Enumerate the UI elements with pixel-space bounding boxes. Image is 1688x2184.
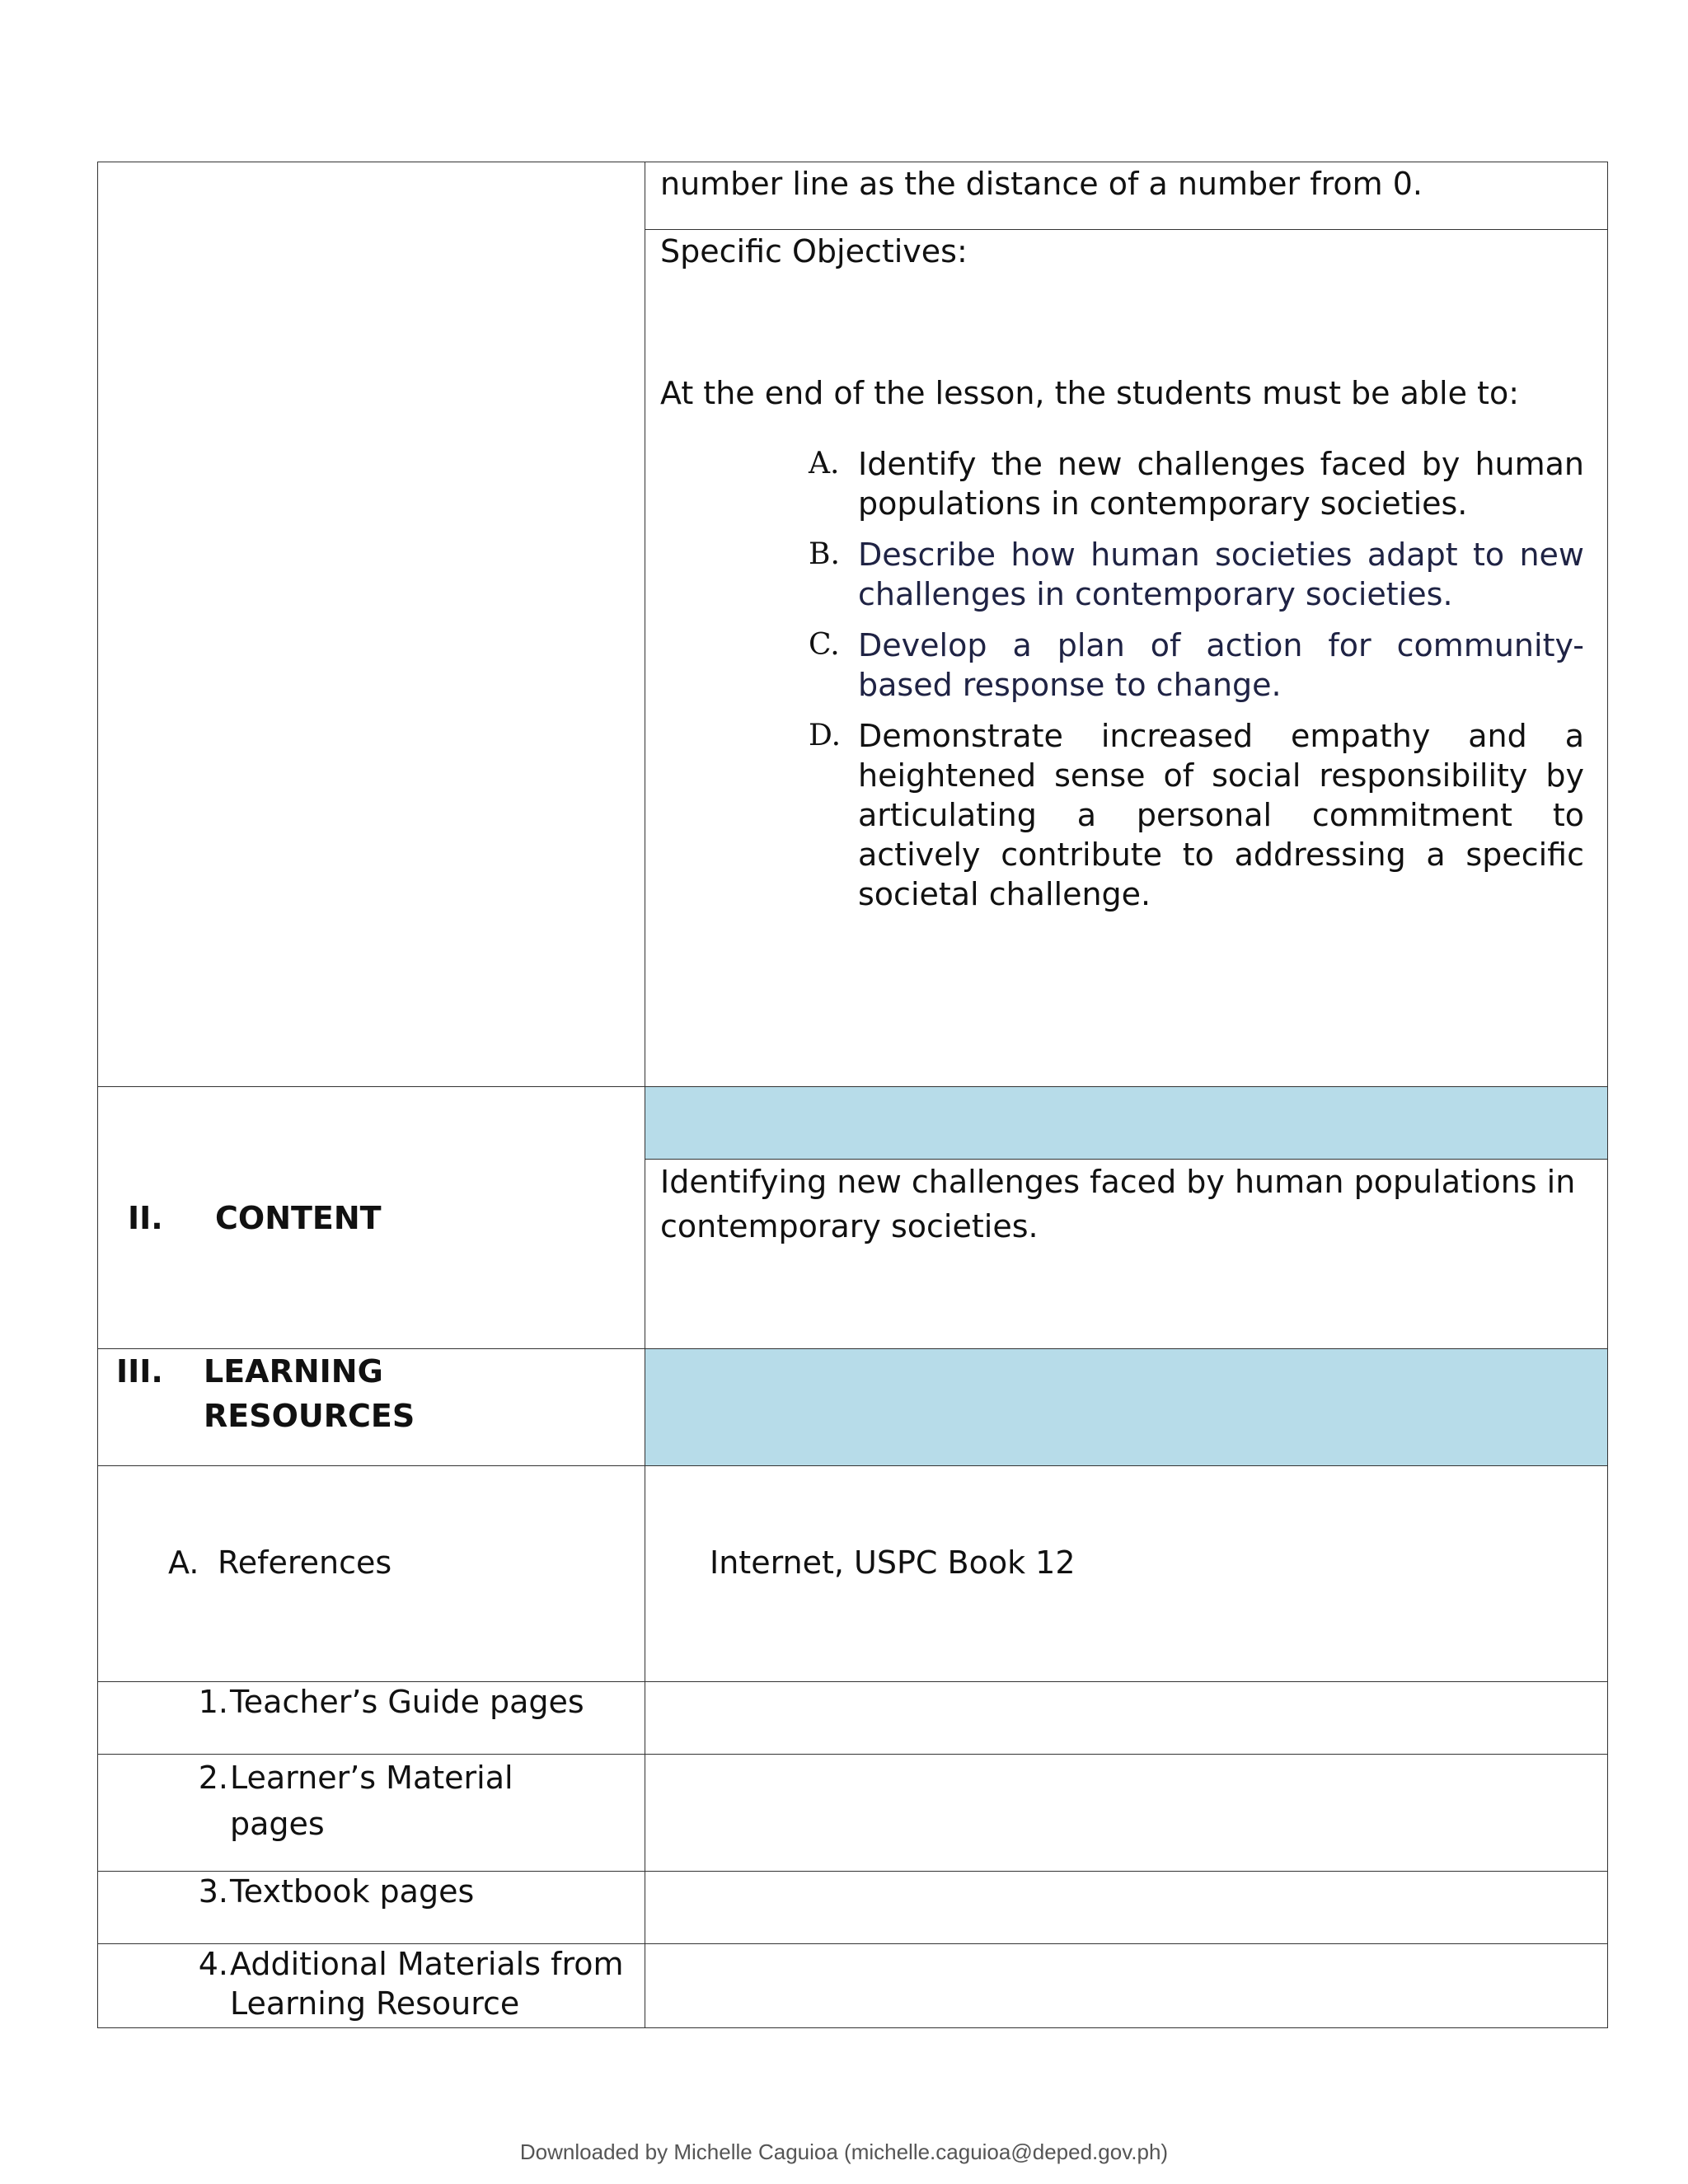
sub-item-value-cell bbox=[645, 1872, 1608, 1944]
sub-item-value-cell bbox=[645, 1755, 1608, 1872]
sub-item bbox=[98, 1944, 645, 2023]
references-label: References bbox=[218, 1544, 392, 1581]
sub-item-number: 4. bbox=[198, 1946, 228, 1982]
sub-item-cell bbox=[98, 1944, 645, 2028]
sub-item-label: Textbook pages bbox=[230, 1873, 475, 1910]
resources-numeral: III. bbox=[116, 1353, 163, 1390]
sub-item bbox=[98, 1682, 645, 1722]
resources-shaded-band bbox=[645, 1349, 1608, 1466]
content-numeral: II. bbox=[128, 1199, 163, 1236]
objective-letter: A. bbox=[809, 447, 840, 480]
references-value-cell bbox=[645, 1466, 1608, 1682]
objective-letter: D. bbox=[809, 719, 842, 752]
objectives-cell bbox=[645, 230, 1608, 1087]
sub-item-label: Additional Materials from Learning Resource bbox=[230, 1946, 624, 2022]
objective-item bbox=[809, 535, 1592, 614]
sub-item-number: 2. bbox=[198, 1760, 228, 1796]
number-line-cell bbox=[645, 162, 1608, 230]
objective-letter: B. bbox=[809, 537, 840, 571]
lesson-plan-table bbox=[97, 162, 1608, 2028]
objectives-list bbox=[660, 444, 1592, 914]
sub-item bbox=[98, 1755, 645, 1847]
content-value-cell bbox=[645, 1160, 1608, 1349]
references-label-cell bbox=[98, 1466, 645, 1682]
resources-label: LEARNING RESOURCES bbox=[204, 1353, 415, 1434]
references-letter: A. bbox=[168, 1544, 199, 1581]
objectives-heading: Specific Objectives: bbox=[660, 233, 968, 269]
objective-item bbox=[809, 444, 1592, 523]
objective-text: Identify the new challenges faced by human populations in contemporary societies. bbox=[858, 446, 1584, 522]
sub-item bbox=[98, 1872, 645, 1911]
objective-text: Develop a plan of action for community-based response to change. bbox=[858, 627, 1584, 703]
sub-item-cell bbox=[98, 1755, 645, 1872]
objective-text: Demonstrate increased empathy and a heightened sense of social responsibility by articulating a personal commitment to actively contribute to addressing a specific societal challenge. bbox=[858, 718, 1584, 912]
sub-item-label: Teacher’s Guide pages bbox=[230, 1684, 584, 1720]
content-shaded-band bbox=[645, 1087, 1608, 1160]
sub-item-value-cell bbox=[645, 1682, 1608, 1755]
objectives-left-cell bbox=[98, 162, 645, 1087]
sub-item-number: 1. bbox=[198, 1684, 228, 1720]
references-value: Internet, USPC Book 12 bbox=[710, 1544, 1076, 1581]
resources-heading bbox=[116, 1349, 645, 1438]
sub-item-cell bbox=[98, 1872, 645, 1944]
sub-item-value-cell bbox=[645, 1944, 1608, 2028]
content-value: Identifying new challenges faced by human populations in contemporary societies. bbox=[660, 1164, 1576, 1244]
content-label: CONTENT bbox=[215, 1199, 382, 1236]
number-line-text: number line as the distance of a number from 0. bbox=[660, 166, 1423, 202]
resources-label-cell bbox=[98, 1349, 645, 1466]
references-heading bbox=[98, 1543, 645, 1582]
objective-item bbox=[809, 626, 1592, 705]
content-label-cell bbox=[98, 1087, 645, 1349]
objective-text: Describe how human societies adapt to new challenges in contemporary societies. bbox=[858, 537, 1584, 612]
sub-item-label: Learner’s Material pages bbox=[230, 1760, 513, 1842]
objective-item bbox=[809, 716, 1592, 914]
sub-item-number: 3. bbox=[198, 1873, 228, 1910]
sub-item-cell bbox=[98, 1682, 645, 1755]
objective-letter: C. bbox=[809, 628, 840, 662]
content-heading bbox=[128, 1198, 645, 1238]
objectives-intro: At the end of the lesson, the students must be able to: bbox=[660, 375, 1519, 411]
download-footer: Downloaded by Michelle Caguioa (michelle.caguioa@deped.gov.ph) bbox=[519, 2139, 1169, 2164]
